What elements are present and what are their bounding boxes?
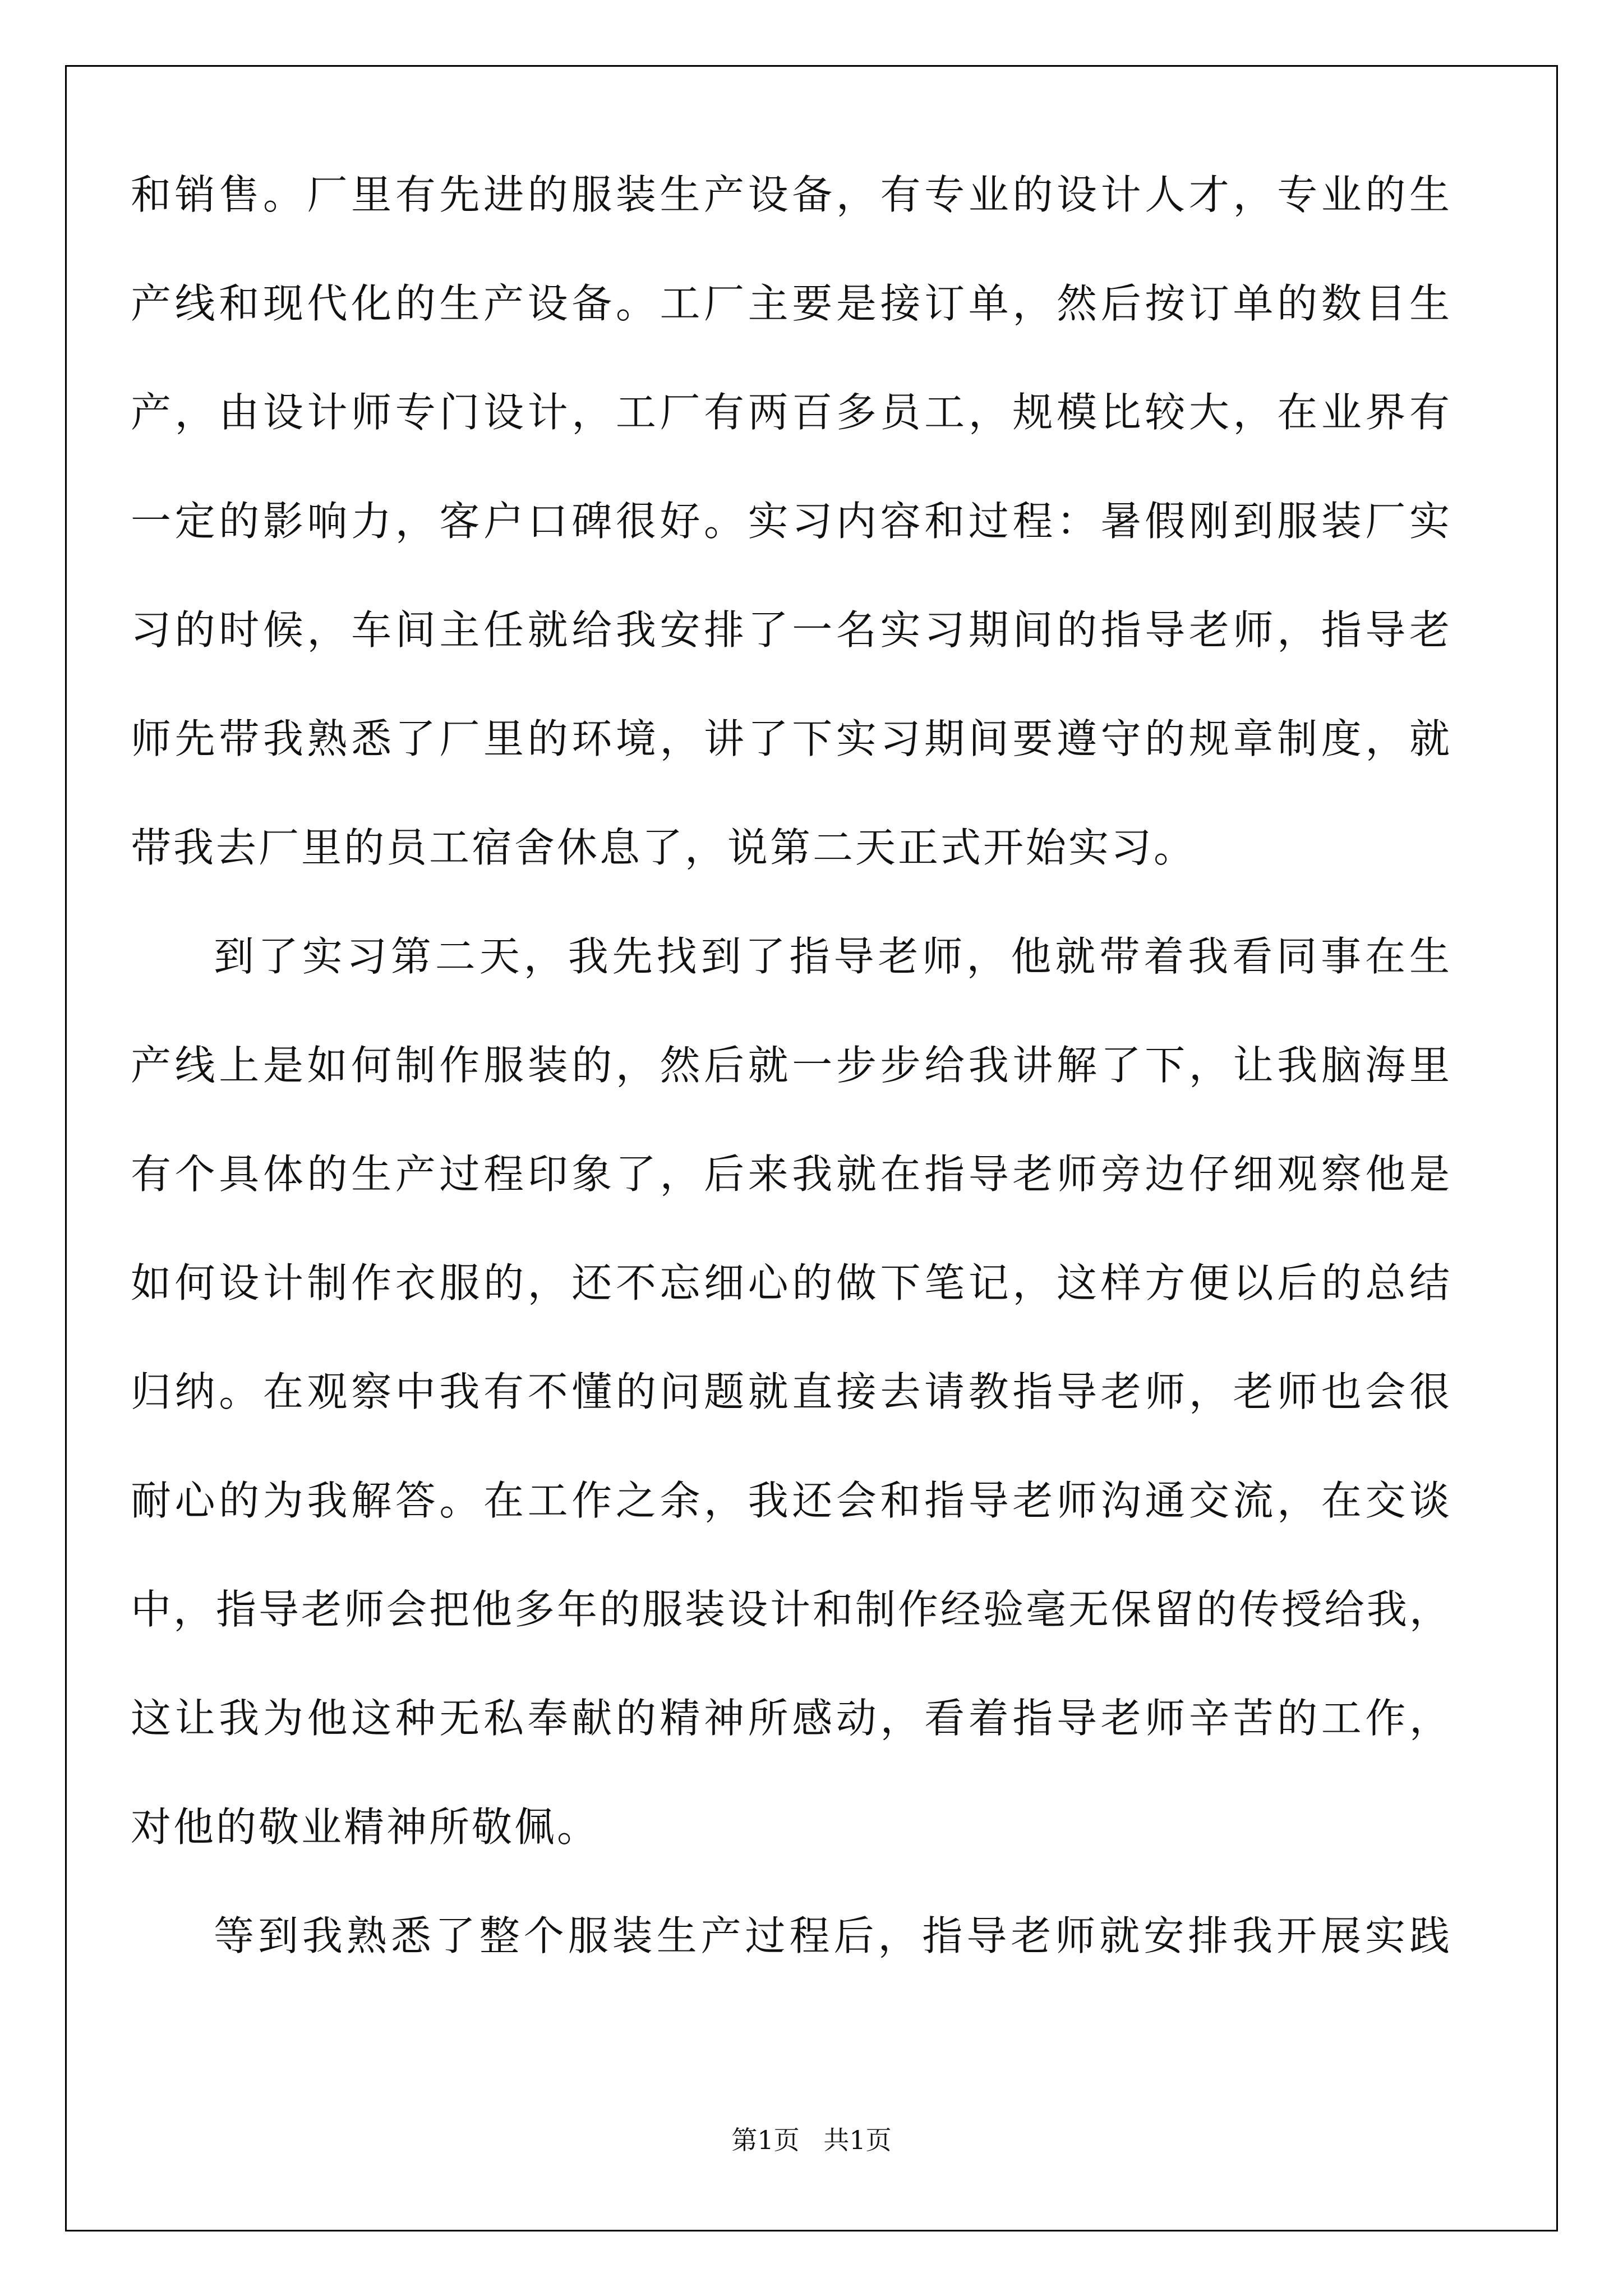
text-line: 带我去厂里的员工宿舍休息了，说第二天正式开始实习。 <box>131 824 1197 871</box>
text-line: 习的时候，车间主任就给我安排了一名实习期间的指导老师，指导老 <box>131 606 1452 654</box>
text-line: 对他的敬业精神所敬佩。 <box>131 1803 600 1851</box>
text-line: 一定的影响力，客户口碑很好。实习内容和过程：暑假刚到服装厂实 <box>131 498 1452 545</box>
text-line-paragraph-start: 等到我熟悉了整个服装生产过程后，指导老师就安排我开展实践 <box>214 1912 1452 1959</box>
text-line: 和销售。厂里有先进的服装生产设备，有专业的设计人才，专业的生 <box>131 171 1452 218</box>
text-line: 产，由设计师专门设计，工厂有两百多员工，规模比较大，在业界有 <box>131 389 1452 436</box>
page-total: 共1页 <box>823 2125 892 2155</box>
text-line: 归纳。在观察中我有不懂的问题就直接去请教指导老师，老师也会很 <box>131 1368 1452 1415</box>
text-line: 产线上是如何制作服装的，然后就一步步给我讲解了下，让我脑海里 <box>131 1042 1452 1089</box>
text-line: 有个具体的生产过程印象了，后来我就在指导老师旁边仔细观察他是 <box>131 1151 1452 1198</box>
text-line: 产线和现代化的生产设备。工厂主要是接订单，然后按订单的数目生 <box>131 280 1452 327</box>
text-line: 中，指导老师会把他多年的服装设计和制作经验毫无保留的传授给我， <box>131 1586 1453 1633</box>
text-line: 如何设计制作衣服的，还不忘细心的做下笔记，这样方便以后的总结 <box>131 1259 1452 1306</box>
text-line: 这让我为他这种无私奉献的精神所感动，看着指导老师辛苦的工作， <box>131 1695 1452 1742</box>
text-line: 耐心的为我解答。在工作之余，我还会和指导老师沟通交流，在交谈 <box>131 1477 1452 1524</box>
page-number: 第1页 <box>731 2125 800 2155</box>
text-line-paragraph-start: 到了实习第二天，我先找到了指导老师，他就带着我看同事在生 <box>214 933 1452 980</box>
document-body <box>131 140 1452 1990</box>
text-line: 师先带我熟悉了厂里的环境，讲了下实习期间要遵守的规章制度，就 <box>131 715 1452 762</box>
page-footer <box>0 2123 1623 2157</box>
